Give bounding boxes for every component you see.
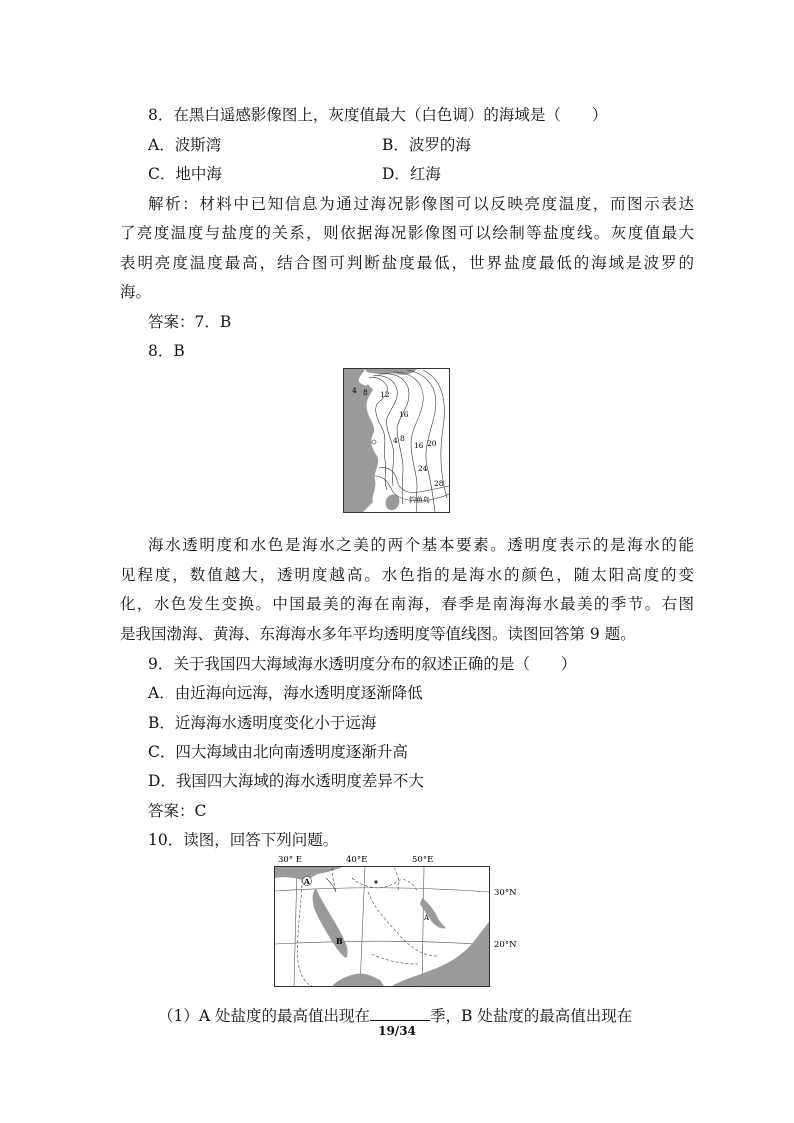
contour-label: 24 bbox=[418, 464, 428, 473]
contour-label: 16 bbox=[414, 441, 424, 450]
answer-7: 答案：7．B bbox=[148, 313, 232, 331]
q10-sub1-part1: （1）A 处盐度的最高值出现在 bbox=[158, 1007, 370, 1025]
q9-option-b: B．近海海水透明度变化小于远海 bbox=[148, 714, 377, 732]
q9-answer: 答案：C bbox=[148, 802, 207, 820]
island-label: 钓鱼岛 bbox=[409, 496, 430, 504]
analysis-line-1: 解析：材料中已知信息为通过海况影像图可以反映亮度温度，而图示表达 bbox=[148, 195, 694, 213]
analysis-line-2: 了亮度温度与盐度的关系，则依据海况影像图可以绘制等盐度线。灰度值最大 bbox=[120, 224, 694, 242]
answer-blank[interactable] bbox=[370, 1006, 430, 1021]
page-number: 19/34 bbox=[378, 1024, 416, 1038]
lat-label-20n: 20°N bbox=[494, 940, 517, 950]
contour-label: 16 bbox=[399, 410, 409, 419]
point-a-label: A bbox=[304, 877, 310, 886]
contour-label: 20 bbox=[427, 439, 437, 448]
arabia-map bbox=[272, 852, 524, 992]
q9-stem: 9．关于我国四大海域海水透明度分布的叙述正确的是（ ） bbox=[148, 655, 577, 673]
point-a2-label: A bbox=[424, 914, 430, 922]
q9-option-c: C．四大海域由北向南透明度逐渐升高 bbox=[148, 743, 408, 761]
q8-stem: 8．在黑白遥感影像图上，灰度值最大（白色调）的海域是（ ） bbox=[148, 106, 608, 124]
q8-option-b: B．波罗的海 bbox=[382, 136, 471, 154]
transparency-contour-map bbox=[343, 368, 450, 513]
contour-label: 4 bbox=[393, 436, 398, 445]
answer-8: 8．B bbox=[148, 342, 185, 360]
contour-label: 8 bbox=[400, 434, 405, 443]
intro-line-3: 化，水色发生变换。中国最美的海在南海，春季是南海海水最美的季节。右图 bbox=[120, 595, 694, 613]
lon-label-30e: 30° E bbox=[278, 855, 302, 865]
contour-label: 8 bbox=[363, 388, 368, 397]
intro-line-2: 见程度，数值越大，透明度越高。水色指的是海水的颜色，随太阳高度的变 bbox=[120, 566, 694, 584]
intro-line-1: 海水透明度和水色是海水之美的两个基本要素。透明度表示的是海水的能 bbox=[148, 536, 694, 554]
lon-label-40e: 40°E bbox=[346, 855, 368, 865]
lat-label-30n: 30°N bbox=[494, 888, 517, 898]
q8-option-d: D．红海 bbox=[382, 165, 441, 183]
q9-option-d: D．我国四大海域的海水透明度差异不大 bbox=[148, 772, 424, 790]
q8-option-a: A．波斯湾 bbox=[148, 136, 222, 154]
q8-option-c: C．地中海 bbox=[148, 165, 222, 183]
q10-sub1-part2: 季，B 处盐度的最高值出现在 bbox=[429, 1007, 633, 1025]
contour-label: 12 bbox=[380, 390, 390, 399]
q10-stem: 10．读图，回答下列问题。 bbox=[148, 831, 339, 849]
contour-label: 4 bbox=[352, 386, 357, 395]
lon-label-50e: 50°E bbox=[412, 855, 434, 865]
q10-sub1 bbox=[158, 1006, 632, 1026]
intro-line-4: 是我国渤海、黄海、东海海水多年平均透明度等值线图。读图回答第 9 题。 bbox=[120, 625, 636, 643]
analysis-line-4: 海。 bbox=[120, 283, 152, 301]
analysis-line-3: 表明亮度温度最高，结合图可判断盐度最低，世界盐度最低的海域是波罗的 bbox=[120, 254, 694, 272]
point-b-label: B bbox=[336, 936, 343, 946]
q9-option-a: A．由近海向远海，海水透明度逐渐降低 bbox=[148, 684, 423, 702]
contour-label: 28 bbox=[434, 479, 444, 488]
